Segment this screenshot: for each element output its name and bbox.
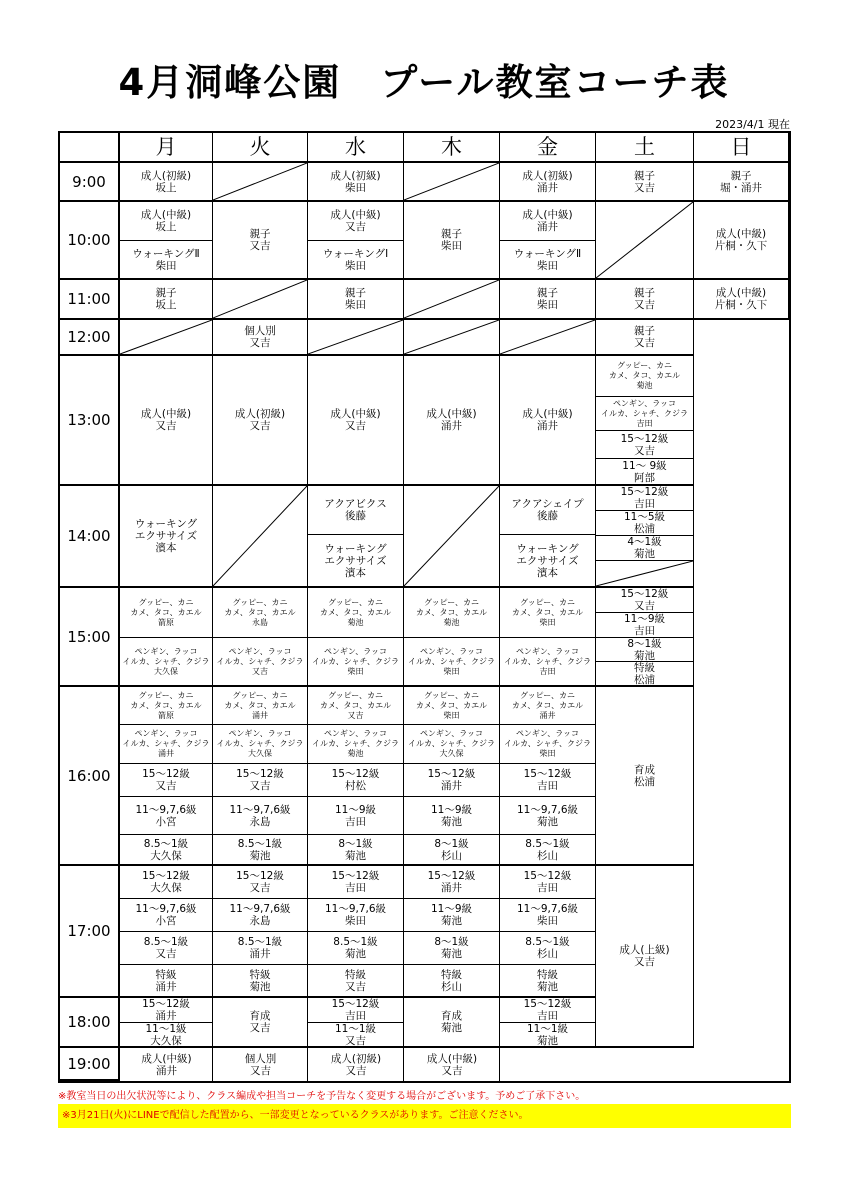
- class-cell: [596, 459, 694, 486]
- time-label-text: 19:00: [67, 1054, 111, 1073]
- class-cell-text: 15～12級 吉田: [331, 998, 380, 1022]
- class-cell: [404, 965, 500, 998]
- class-cell-text: 8.5～1級 杉山: [525, 936, 570, 960]
- class-cell: [404, 866, 500, 899]
- class-cell: [596, 511, 694, 536]
- class-cell-text: ペンギン、ラッコ イルカ、シャチ、クジラ 大久保: [216, 729, 304, 758]
- class-cell: [500, 835, 596, 866]
- class-cell: [120, 797, 213, 835]
- diagonal-slash: [404, 280, 499, 318]
- day-header: [500, 133, 596, 163]
- class-cell: [596, 356, 694, 397]
- day-header: [596, 133, 694, 163]
- time-label: [60, 486, 120, 588]
- class-cell-text: 親子 又吉: [634, 325, 655, 349]
- class-cell-text: グッピー、カニ カメ、タコ、カエル 柴田: [511, 597, 584, 627]
- class-cell-text: グッピー、カニ カメ、タコ、カエル 菊池: [608, 361, 681, 390]
- cell-border: [307, 1048, 308, 1081]
- class-cell-text: 11～ 9級 阿部: [622, 459, 667, 484]
- time-label: [60, 998, 120, 1048]
- class-cell: [596, 588, 694, 613]
- class-cell-text: 成人(中級) 又吉: [330, 209, 381, 233]
- empty-slot: [500, 320, 596, 356]
- class-cell-text: 15～12級 涌井: [427, 870, 476, 894]
- class-cell: [404, 998, 500, 1048]
- class-cell-text: 成人(初級) 柴田: [330, 169, 381, 194]
- class-cell-text: 8～1級 菊池: [627, 637, 662, 662]
- time-label-text: 13:00: [67, 411, 111, 429]
- class-cell: [596, 320, 694, 356]
- class-cell: [213, 588, 308, 638]
- class-cell-text: 親子 柴田: [537, 287, 558, 311]
- class-cell: [308, 280, 404, 320]
- notice-line-1: ※教室当日の出欠状況等により、クラス編成や担当コーチを予告なく変更する場合がございます。予めご了承下さい。: [58, 1091, 586, 1102]
- class-cell-text: 8.5～1級 菊池: [333, 936, 378, 960]
- day-header: [694, 133, 789, 163]
- class-cell: [213, 899, 308, 932]
- day-header: [404, 133, 500, 163]
- class-cell: [308, 486, 404, 535]
- class-cell-text: ペンギン、ラッコ イルカ、シャチ、クジラ 涌井: [122, 729, 210, 758]
- class-cell: [308, 202, 404, 241]
- class-cell-text: 親子 又吉: [634, 287, 655, 311]
- class-cell: [308, 835, 404, 866]
- class-cell: [404, 725, 500, 764]
- class-cell-text: グッピー、カニ カメ、タコ、カエル 永島: [224, 597, 296, 627]
- class-cell: [596, 431, 694, 459]
- class-cell-text: ウォーキング エクササイズ 濱本: [516, 542, 579, 579]
- date-note: 2023/4/1 現在: [715, 118, 790, 131]
- class-cell: [500, 280, 596, 320]
- class-cell-text: グッピー、カニ カメ、タコ、カエル 又吉: [319, 690, 392, 720]
- class-cell-text: 特級 涌井: [155, 968, 177, 993]
- class-cell: [120, 588, 213, 638]
- class-cell-text: 8.5～1級 菊池: [237, 837, 283, 862]
- class-cell: [500, 535, 596, 588]
- class-cell-text: グッピー、カニ カメ、タコ、カエル 涌井: [224, 690, 296, 720]
- class-cell: [596, 638, 694, 662]
- class-cell: [120, 998, 213, 1023]
- empty-slot: [404, 280, 500, 320]
- class-cell: [213, 687, 308, 725]
- class-cell: [500, 998, 596, 1023]
- class-cell-text: ウォーキングⅡ 柴田: [513, 247, 582, 272]
- class-cell-text: 親子 坂上: [155, 287, 177, 311]
- class-cell: [308, 998, 404, 1023]
- class-cell-text: ペンギン、ラッコ イルカ、シャチ、クジラ 柴田: [504, 729, 591, 758]
- diagonal-slash: [596, 561, 693, 586]
- class-cell-text: 8.5～1級 又吉: [143, 936, 189, 960]
- class-cell-text: 11～9,7,6級 柴田: [324, 903, 387, 927]
- class-cell: [404, 687, 500, 725]
- class-cell: [500, 764, 596, 797]
- class-cell-text: 特級 杉山: [441, 968, 462, 993]
- class-cell: [596, 687, 694, 866]
- class-cell: [404, 797, 500, 835]
- class-cell-text: 15～12級 大久保: [142, 870, 190, 894]
- class-cell: [213, 356, 308, 486]
- class-cell-text: 11～9級 菊池: [430, 903, 473, 927]
- class-cell: [694, 163, 789, 202]
- class-cell-text: 特級 松浦: [634, 661, 655, 686]
- class-cell: [120, 725, 213, 764]
- class-cell-text: 個人別 又吉: [244, 325, 276, 349]
- class-cell: [120, 486, 213, 588]
- class-cell-text: 育成 松浦: [634, 763, 655, 788]
- class-cell: [500, 725, 596, 764]
- class-cell-text: 11～9級 菊池: [430, 803, 473, 828]
- class-cell-text: グッピー、カニ カメ、タコ、カエル 柴田: [415, 690, 488, 720]
- class-cell: [500, 202, 596, 241]
- class-cell-text: 15～12級 村松: [331, 768, 380, 792]
- class-cell: [120, 965, 213, 998]
- class-cell-text: 15～12級 涌井: [427, 768, 476, 792]
- class-cell-text: 8.5～1級 大久保: [143, 837, 189, 862]
- class-cell-text: ペンギン、ラッコ イルカ、シャチ、クジラ 菊池: [312, 729, 399, 758]
- time-label: [60, 1048, 120, 1081]
- time-label: [60, 320, 120, 356]
- class-cell: [404, 202, 500, 280]
- class-cell: [308, 687, 404, 725]
- class-cell-text: 成人(中級) 涌井: [522, 209, 573, 233]
- diagonal-slash: [596, 202, 693, 278]
- class-cell: [596, 866, 694, 1048]
- class-cell-text: グッピー、カニ カメ、タコ、カエル 箭原: [130, 597, 202, 627]
- class-cell: [213, 932, 308, 965]
- diagonal-slash: [213, 280, 307, 318]
- header-corner: [60, 133, 120, 163]
- class-cell: [308, 866, 404, 899]
- class-cell-text: 11～9,7,6級 小宮: [135, 903, 197, 927]
- class-cell-text: 成人(中級) 片桐・久下: [714, 228, 768, 252]
- class-cell: [500, 932, 596, 965]
- class-cell: [308, 356, 404, 486]
- class-cell-text: ペンギン、ラッコ イルカ、シャチ、クジラ 又吉: [216, 646, 304, 676]
- class-cell: [500, 163, 596, 202]
- class-cell-text: 成人(中級) 涌井: [141, 1052, 192, 1077]
- class-cell: [500, 965, 596, 998]
- class-cell: [120, 241, 213, 280]
- class-cell-text: 15～12級 又吉: [236, 768, 284, 792]
- class-cell: [500, 797, 596, 835]
- class-cell: [308, 588, 404, 638]
- class-cell: [500, 899, 596, 932]
- class-cell-text: ウォーキングⅠ 柴田: [322, 247, 389, 272]
- class-cell-text: 11～9,7,6級 柴田: [516, 903, 579, 927]
- class-cell-text: 15～12級 又吉: [236, 870, 284, 894]
- class-cell: [213, 965, 308, 998]
- empty-slot: [308, 320, 404, 356]
- diagonal-slash: [404, 163, 499, 200]
- day-header-text: 木: [441, 135, 462, 159]
- class-cell-text: グッピー、カニ カメ、タコ、カエル 菊池: [415, 597, 488, 627]
- empty-slot: [213, 163, 308, 202]
- class-cell: [596, 280, 694, 320]
- class-cell-text: 育成 菊池: [441, 1010, 462, 1034]
- class-cell-text: アクアシェイプ 後藤: [511, 498, 584, 522]
- class-cell: [500, 866, 596, 899]
- time-label: [60, 163, 120, 202]
- class-cell: [120, 899, 213, 932]
- class-cell-text: 8.5～1級 涌井: [237, 936, 283, 960]
- class-cell: [596, 613, 694, 638]
- class-cell: [308, 535, 404, 588]
- class-cell-text: グッピー、カニ カメ、タコ、カエル 菊池: [319, 597, 392, 627]
- class-cell-text: 8～1級 菊池: [434, 936, 469, 960]
- class-cell-text: 成人(初級) 涌井: [522, 169, 573, 194]
- class-cell: [213, 320, 308, 356]
- class-cell: [213, 797, 308, 835]
- class-cell-text: 11～9級 吉田: [623, 613, 666, 637]
- empty-slot: [404, 320, 500, 356]
- class-cell: [120, 202, 213, 241]
- class-cell: [308, 1048, 404, 1081]
- class-cell-text: 成人(初級) 又吉: [234, 408, 286, 432]
- class-cell-text: 15～12級 涌井: [142, 998, 190, 1022]
- day-header: [308, 133, 404, 163]
- empty-slot: [213, 486, 308, 588]
- class-cell: [213, 998, 308, 1048]
- time-label: [60, 280, 120, 320]
- class-cell: [404, 1048, 500, 1081]
- class-cell: [500, 588, 596, 638]
- day-header-text: 月: [155, 135, 177, 159]
- class-cell: [120, 1048, 213, 1081]
- class-cell-text: 特級 菊池: [249, 968, 271, 993]
- class-cell-text: 8.5～1級 杉山: [525, 837, 570, 862]
- cell-border: [212, 1048, 213, 1081]
- class-cell: [308, 725, 404, 764]
- class-cell-text: 8～1級 杉山: [434, 837, 469, 862]
- diagonal-slash: [120, 320, 212, 354]
- class-cell: [308, 797, 404, 835]
- class-cell: [500, 356, 596, 486]
- class-cell-text: 特級 又吉: [345, 968, 366, 993]
- class-cell-text: 特級 菊池: [537, 968, 558, 993]
- class-cell: [596, 536, 694, 561]
- class-cell: [694, 202, 789, 280]
- class-cell-text: ウォーキングⅡ 柴田: [132, 247, 200, 272]
- class-cell: [596, 163, 694, 202]
- empty-slot: [213, 280, 308, 320]
- time-label: [60, 356, 120, 486]
- class-cell-text: 11～9,7,6級 永島: [229, 903, 291, 927]
- class-cell-text: 親子 柴田: [345, 287, 366, 311]
- schedule-table: [58, 131, 791, 1083]
- class-cell-text: ペンギン、ラッコ イルカ、シャチ、クジラ 大久保: [408, 729, 495, 758]
- empty-slot: [404, 486, 500, 588]
- time-label-text: 14:00: [67, 527, 111, 545]
- class-cell: [308, 163, 404, 202]
- class-cell-text: ウォーキング エクササイズ 濱本: [324, 542, 387, 579]
- class-cell: [120, 866, 213, 899]
- class-cell: [500, 1023, 596, 1048]
- class-cell-text: 成人(上級) 又吉: [619, 944, 670, 968]
- day-header: [120, 133, 213, 163]
- class-cell-text: グッピー、カニ カメ、タコ、カエル 箭原: [130, 690, 202, 720]
- empty-slot: [596, 561, 694, 588]
- class-cell-text: 成人(初級) 坂上: [140, 169, 192, 194]
- class-cell: [308, 241, 404, 280]
- class-cell-text: 成人(初級) 又吉: [330, 1052, 382, 1077]
- day-header-text: 水: [345, 135, 366, 159]
- class-cell: [213, 1048, 308, 1081]
- day-header-text: 土: [634, 135, 655, 159]
- class-cell-text: 11～9,7,6級 永島: [229, 803, 291, 828]
- notice-line-2: ※3月21日(火)にLINEで配信した配置から、一部変更となっているクラスがあります。ご注意ください。: [58, 1104, 791, 1128]
- class-cell-text: 15～12級 吉田: [523, 768, 572, 792]
- class-cell: [404, 835, 500, 866]
- class-cell-text: 15～12級 吉田: [331, 870, 380, 894]
- class-cell-text: ペンギン、ラッコ イルカ、シャチ、クジラ 吉田: [504, 646, 591, 676]
- class-cell-text: 4～1級 菊池: [627, 536, 662, 560]
- day-header-text: 火: [249, 135, 271, 159]
- diagonal-slash: [404, 320, 499, 354]
- class-cell: [308, 638, 404, 687]
- class-cell-text: 成人(中級) 又吉: [140, 408, 192, 432]
- class-cell: [404, 588, 500, 638]
- class-cell: [500, 486, 596, 535]
- diagonal-slash: [213, 486, 307, 586]
- class-cell: [213, 835, 308, 866]
- class-cell-text: 成人(中級) 片桐・久下: [714, 287, 768, 311]
- class-cell: [120, 163, 213, 202]
- class-cell: [404, 638, 500, 687]
- time-label-text: 15:00: [67, 627, 111, 646]
- class-cell-text: 親子 柴田: [441, 228, 462, 252]
- diagonal-slash: [404, 486, 499, 586]
- day-header-text: 日: [730, 135, 752, 159]
- class-cell: [404, 932, 500, 965]
- time-label-text: 9:00: [72, 172, 106, 191]
- class-cell-text: 11～9級 吉田: [334, 803, 377, 828]
- class-cell: [213, 866, 308, 899]
- day-header-text: 金: [537, 135, 558, 159]
- time-label-text: 12:00: [67, 328, 111, 346]
- class-cell: [596, 662, 694, 687]
- class-cell: [120, 1023, 213, 1048]
- class-cell-text: 個人別 又吉: [244, 1052, 277, 1077]
- time-label: [60, 588, 120, 687]
- empty-slot: [694, 320, 789, 1081]
- empty-slot: [120, 320, 213, 356]
- class-cell: [404, 764, 500, 797]
- class-cell: [120, 764, 213, 797]
- class-cell-text: 11～5級 松浦: [623, 511, 666, 535]
- class-cell-text: 成人(中級) 又吉: [330, 408, 381, 432]
- class-cell-text: ウォーキング エクササイズ 濱本: [134, 518, 198, 554]
- class-cell-text: 15～12級 吉田: [523, 870, 572, 894]
- time-label-text: 10:00: [67, 231, 111, 249]
- class-cell-text: 成人(中級) 涌井: [522, 408, 573, 432]
- class-cell-text: 11～1級 大久保: [145, 1022, 187, 1047]
- time-label-text: 11:00: [67, 290, 111, 308]
- class-cell-text: ペンギン、ラッコ イルカ、シャチ、クジラ 柴田: [312, 646, 399, 676]
- class-cell: [308, 965, 404, 998]
- class-cell-text: 親子 又吉: [634, 169, 655, 194]
- empty-slot: [404, 163, 500, 202]
- class-cell: [120, 356, 213, 486]
- class-cell-text: ペンギン、ラッコ イルカ、シャチ、クジラ 吉田: [601, 398, 688, 428]
- class-cell-text: ペンギン、ラッコ イルカ、シャチ、クジラ 大久保: [122, 646, 210, 676]
- class-cell: [596, 397, 694, 431]
- class-cell: [596, 486, 694, 511]
- class-cell-text: 11～9,7,6級 菊池: [516, 803, 579, 828]
- class-cell-text: 11～9,7,6級 小宮: [135, 803, 197, 828]
- class-cell-text: 11～1級 菊池: [526, 1022, 569, 1047]
- diagonal-slash: [308, 320, 403, 354]
- time-label-text: 18:00: [67, 1013, 111, 1031]
- class-cell: [404, 356, 500, 486]
- class-cell: [120, 280, 213, 320]
- class-cell: [120, 687, 213, 725]
- class-cell: [500, 687, 596, 725]
- class-cell-text: 15～12級 吉田: [523, 998, 572, 1022]
- day-header: [213, 133, 308, 163]
- class-cell: [308, 1023, 404, 1048]
- class-cell: [500, 638, 596, 687]
- class-cell: [308, 764, 404, 797]
- page-title: 4月洞峰公園 プール教室コーチ表: [118, 61, 730, 104]
- class-cell-text: 11～1級 又吉: [334, 1022, 377, 1047]
- diagonal-slash: [500, 320, 595, 354]
- class-cell: [120, 638, 213, 687]
- cell-border: [499, 1048, 500, 1081]
- cell-border: [403, 1048, 404, 1081]
- class-cell: [500, 241, 596, 280]
- class-cell: [120, 835, 213, 866]
- class-cell: [308, 932, 404, 965]
- class-cell-text: 成人(中級) 又吉: [426, 1052, 478, 1077]
- class-cell-text: 成人(中級) 涌井: [426, 408, 477, 432]
- time-label: [60, 687, 120, 866]
- empty-slot: [596, 202, 694, 280]
- class-cell-text: 親子 堀・涌井: [720, 169, 762, 194]
- class-cell-text: 成人(中級) 坂上: [140, 209, 192, 233]
- class-cell-text: 親子 又吉: [249, 228, 271, 252]
- time-label-text: 17:00: [67, 922, 111, 940]
- class-cell-text: 15～12級 又吉: [620, 432, 669, 457]
- class-cell: [213, 764, 308, 797]
- class-cell: [404, 899, 500, 932]
- time-label-text: 16:00: [67, 766, 111, 785]
- class-cell: [694, 280, 789, 320]
- time-label: [60, 202, 120, 280]
- class-cell: [120, 932, 213, 965]
- class-cell: [213, 202, 308, 280]
- class-cell-text: アクアビクス 後藤: [324, 498, 387, 522]
- time-label: [60, 866, 120, 998]
- class-cell-text: 15～12級 又吉: [142, 768, 190, 792]
- class-cell-text: ペンギン、ラッコ イルカ、シャチ、クジラ 柴田: [408, 646, 495, 676]
- class-cell-text: 8～1級 菊池: [338, 837, 373, 862]
- class-cell: [308, 899, 404, 932]
- diagonal-slash: [213, 163, 307, 200]
- class-cell-text: グッピー、カニ カメ、タコ、カエル 涌井: [511, 690, 584, 720]
- class-cell: [213, 725, 308, 764]
- class-cell-text: 育成 又吉: [249, 1010, 271, 1034]
- class-cell: [213, 638, 308, 687]
- class-cell-text: 15～12級 吉田: [620, 486, 669, 510]
- class-cell-text: 15～12級 又吉: [620, 588, 669, 612]
